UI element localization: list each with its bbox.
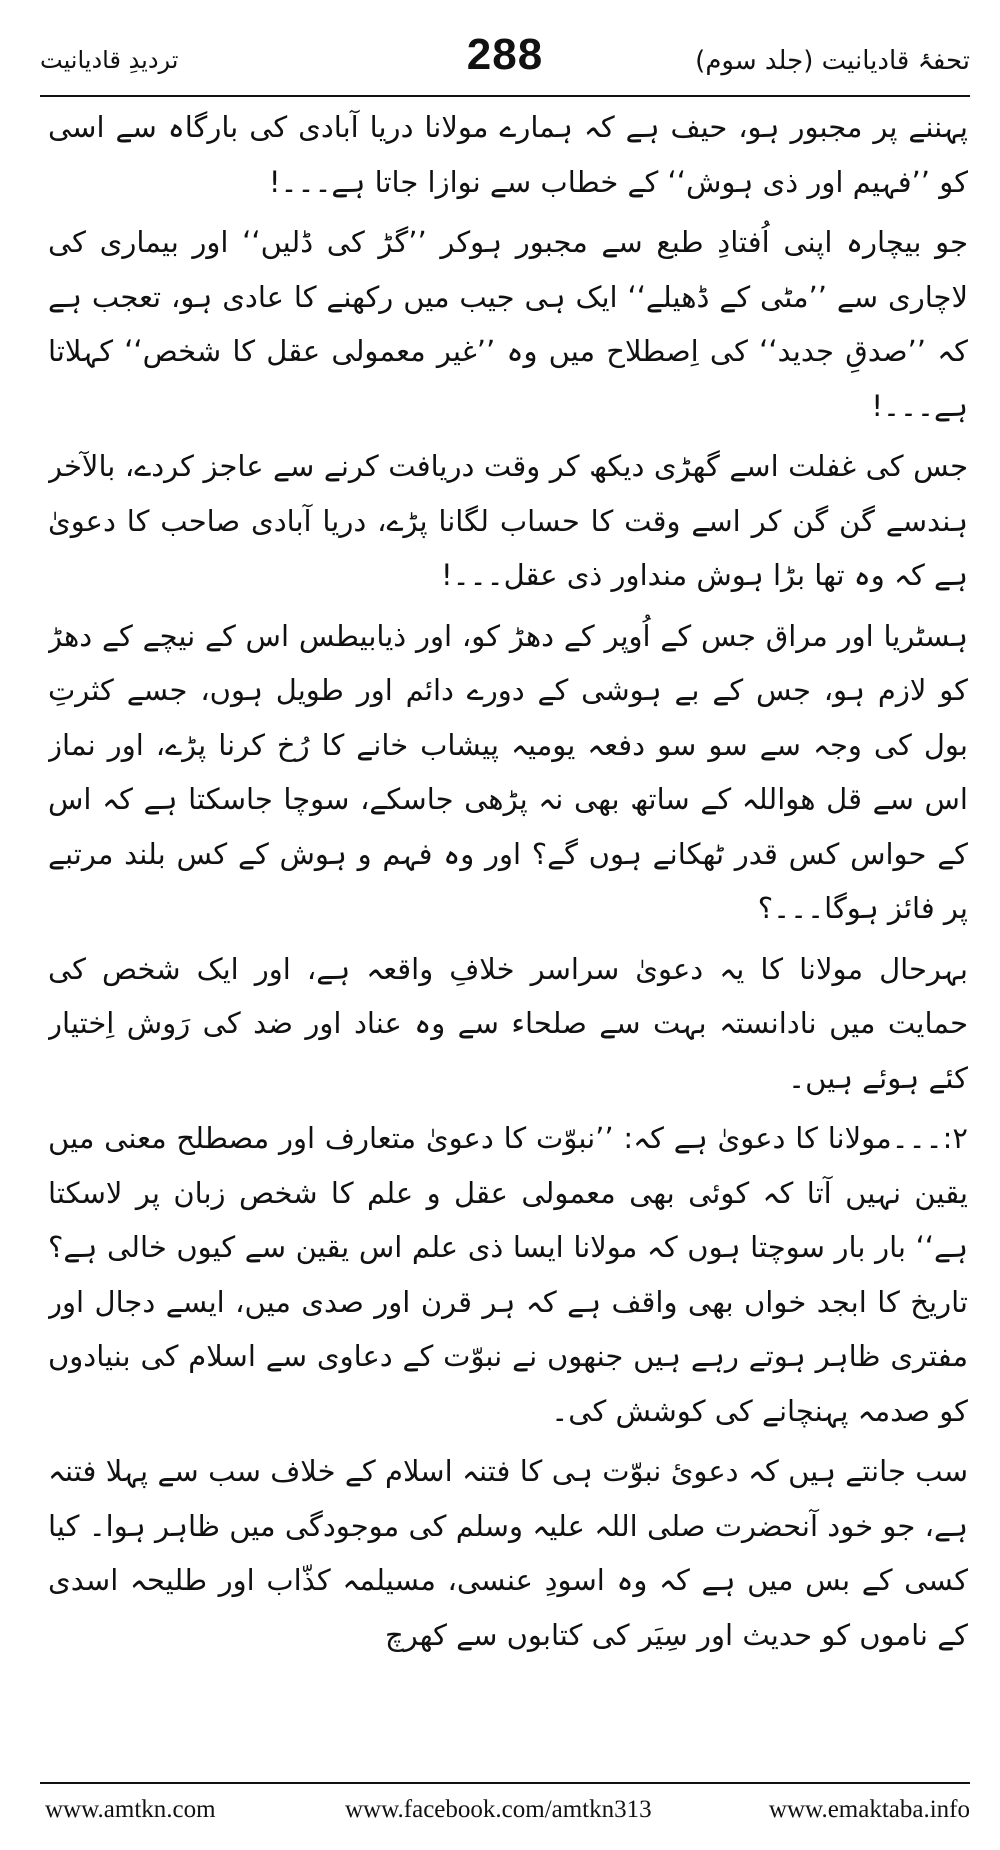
paragraph-5: بہرحال مولانا کا یہ دعویٰ سراسر خلافِ واقعہ ہے، اور ایک شخص کی حمایت میں نادانستہ بہت سے صلحاء سے وہ عناد اور ضد کی رَوش اِختیار کئے ہوئے ہیں۔ bbox=[48, 951, 968, 1095]
page-body bbox=[48, 100, 968, 1770]
paragraph-6: ۲:۔۔۔مولانا کا دعویٰ ہے کہ: ’’نبوّت کا دعویٰ متعارف اور مصطلح معنی میں یقین نہیں آتا کہ کوئی بھی معمولی عقل و علم کا شخص زبان پر لاسکتا ہے‘‘ بار بار سوچتا ہوں کہ مولانا ایسا ذی علم اس یقین سے کیوں خالی ہے؟ تاریخ کا ابجد خواں بھی واقف ہے کہ ہر قرن اور صدی میں، ایسے دجال اور مفتری ظاہر ہوتے رہے ہیں جنھوں نے نبوّت کے دعاوی سے اسلام کی بنیادوں کو صدمہ پہنچانے کی کوشش کی۔ bbox=[48, 1121, 968, 1428]
paragraph-3: جس کی غفلت اسے گھڑی دیکھ کر وقت دریافت کرنے سے عاجز کردے، بالآخر ہندسے گن گن کر اسے وقت کا حساب لگانا پڑے، دریا آبادی صاحب کا دعویٰ ہے کہ وہ تھا بڑا ہوش منداور ذی عقل۔۔۔! bbox=[48, 449, 968, 592]
paragraph-1: پہننے پر مجبور ہو، حیف ہے کہ ہمارے مولانا دریا آبادی کی بارگاہ سے اسی کو ’’فہیم اور ذی ہوش‘‘ کے خطاب سے نوازا جاتا ہے۔۔۔! bbox=[48, 110, 968, 199]
footer-link-facebook[interactable]: www.facebook.com/amtkn313 bbox=[345, 1796, 652, 1823]
page-number: 288 bbox=[466, 30, 544, 79]
section-title: تردیدِ قادیانیت bbox=[40, 46, 179, 74]
paragraph-2: جو بیچارہ اپنی اُفتادِ طبع سے مجبور ہوکر ’’گڑ کی ڈلیں‘‘ اور بیماری کی لاچاری سے ’’مٹی کے ڈھیلے‘‘ ایک ہی جیب میں رکھنے کا عادی ہو، تعجب ہے کہ ’’صدقِ جدید‘‘ کی اِصطلاح میں وہ ’’غیر معمولی عقل کا شخص‘‘ کہلاتا ہے۔۔۔! bbox=[48, 225, 968, 423]
page-header bbox=[40, 30, 970, 90]
page-footer bbox=[45, 1796, 970, 1830]
paragraph-7: سب جانتے ہیں کہ دعویٔ نبوّت ہی کا فتنہ اسلام کے خلاف سب سے پہلا فتنہ ہے، جو خود آنحضرت صلی اللہ علیہ وسلم کی موجودگی میں ظاہر ہوا۔ کیا کسی کے بس میں ہے کہ وہ اسودِ عنسی، مسیلمہ کذّاب اور طلیحہ اسدی کے ناموں کو حدیث اور سِیَر کی کتابوں سے کھرچ bbox=[48, 1454, 968, 1652]
paragraph-4: ہسٹریا اور مراق جس کے اُوپر کے دھڑ کو، اور ذیابیطس اس کے نیچے کے دھڑ کو لازم ہو، جس کے بے ہوشی کے دورے دائم اور طویل ہوں، جسے کثرتِ بول کی وجہ سے سو سو دفعہ یومیہ پیشاب خانے کا رُخ کرنا پڑے، اور نماز اس سے قل ھواللہ کے ساتھ بھی نہ پڑھی جاسکے، سوچا جاسکتا ہے کہ اس کے حواس کس قدر ٹھکانے ہوں گے؟ اور وہ فہم و ہوش کے کس بلند مرتبے پر فائز ہوگا۔۔۔؟ bbox=[48, 618, 968, 925]
book-title: تحفۂ قادیانیت (جلد سوم) bbox=[695, 46, 970, 76]
footer-divider bbox=[40, 1782, 970, 1784]
footer-link-emaktaba[interactable]: www.emaktaba.info bbox=[768, 1796, 970, 1823]
footer-link-amtkn[interactable]: www.amtkn.com bbox=[45, 1796, 216, 1823]
header-divider bbox=[40, 95, 970, 97]
